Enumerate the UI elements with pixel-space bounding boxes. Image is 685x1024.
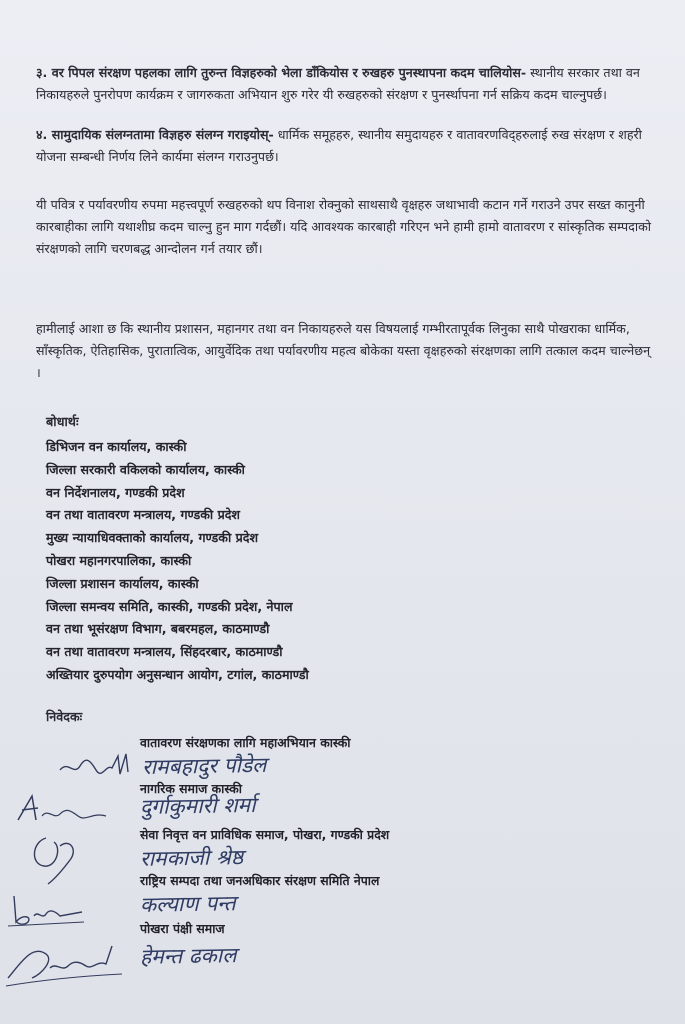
point-3-body: स्थानीय सरकार तथा वन निकायहरुले पुनरोपण कार्यक्रम र जागरुकता अभियान शुरु गरेर यी रुखहरुको संरक्षण र पुनर्स्थापना गर्न सक्रिय कदम चाल्नुपर्छ। [36, 65, 640, 102]
cc-item: वन निर्देशनालय, गण्डकी प्रदेश [46, 484, 185, 500]
cc-item: वन तथा वातावरण मन्त्रालय, गण्डकी प्रदेश [46, 507, 240, 523]
petitioner-name-signature: रामकाजी श्रेष्ठ [139, 845, 244, 871]
petitioner-name-signature: हेमन्त ढकाल [139, 943, 237, 969]
signature-scrawl-5 [2, 934, 126, 990]
cc-list [46, 436, 309, 687]
petitioner-org: पोखरा पंक्षी समाज [140, 921, 225, 936]
hope-paragraph: हामीलाई आशा छ कि स्थानीय प्रशासन, महानगर तथा वन निकायहरुले यस विषयलाई गम्भीरतापूर्वक लिनुका साथै पोखराका धार्मिक, साँस्कृतिक, ऐतिहासिक, पुरातात्विक, आयुर्वेदिक तथा पर्यावरणीय महत्व बोकेका यस्ता वृक्षहरुको संरक्षणका लागि तत्काल कदम चाल्नेछन् । [36, 321, 651, 380]
cc-item: जिल्ला सरकारी वकिलको कार्यालय, कास्की [46, 461, 245, 477]
petitioner-org: वातावरण संरक्षणका लागि महाअभियान कास्की [140, 735, 351, 750]
point-3-heading: ३. वर पिपल संरक्षण पहलका लागि तुरुन्त विज्ञहरुको भेला डाँकियोस र रुखहरु पुनस्थापना कदम चालियोस- [36, 65, 527, 80]
point-4-body: धार्मिक समूहहरु, स्थानीय समुदायहरु र वातावरणविद्हरुलाई रुख संरक्षण र शहरी योजना सम्बन्धी निर्णय लिने कार्यमा संलग्न गराउनुपर्छ। [36, 127, 642, 164]
signature-scrawl-2 [8, 790, 118, 830]
cc-item: जिल्ला समन्वय समिति, कास्की, गण्डकी प्रदेश, नेपाल [46, 598, 293, 614]
petitioner-name-signature: दुर्गाकुमारी शर्मा [139, 792, 256, 820]
cc-item: वन तथा भूसंरक्षण विभाग, बबरमहल, काठमाण्डौ [46, 621, 270, 637]
cc-item: डिभिजन वन कार्यालय, कास्की [46, 439, 187, 454]
petitioner-org: नागरिक समाज कास्की [140, 781, 242, 796]
signature-scrawl-4 [6, 886, 86, 932]
petitioners-label: निवेदकः [46, 709, 83, 724]
signature-scrawl-3 [26, 828, 96, 888]
petitioner-name-signature: कल्याण पन्त [139, 891, 236, 917]
petitioner-org: सेवा निवृत्त वन प्राविधिक समाज, पोखरा, गण्डकी प्रदेश [140, 827, 390, 842]
point-4 [36, 124, 656, 168]
petitioner-name-signature: रामबहादुर पौडेल [141, 752, 267, 780]
cc-item: पोखरा महानगरपालिका, कास्की [46, 552, 192, 568]
point-3 [36, 62, 656, 106]
cc-label: बोधार्थः [46, 415, 79, 430]
point-4-heading: ४. सामुदायिक संलग्नतामा विज्ञहरु संलग्न गराइयोस्- [36, 127, 274, 142]
cc-item: अख्तियार दुरुपयोग अनुसन्धान आयोग, टगांल, काठमाण्डौ [46, 666, 309, 682]
cc-item: जिल्ला प्रशासन कार्यालय, कास्की [46, 575, 199, 591]
cc-item: वन तथा वातावरण मन्त्रालय, सिंहदरबार, काठमाण्डौ [46, 644, 283, 660]
demand-paragraph: यी पवित्र र पर्यावरणीय रुपमा महत्त्वपूर्ण रुखहरुको थप विनाश रोक्नुको साथसाथै वृक्षहरु जथाभावी कटान गर्ने गराउने उपर सख्त कानुनी कारबाहीका लागि यथाशीघ्र कदम चाल्नु हुन माग गर्दछौं। यदि आवश्यक कारबाही गरिएन भने हामी हामो वातावरण र सांस्कृतिक सम्पदाको संरक्षणको लागि चरणबद्ध आन्दोलन गर्न तयार छौं। [36, 197, 652, 256]
cc-item: मुख्य न्यायाधिवक्ताको कार्यालय, गण्डकी प्रदेश [46, 530, 259, 546]
signature-scrawl-1 [56, 748, 136, 782]
petitioner-org: राष्ट्रिय सम्पदा तथा जनअधिकार संरक्षण समिति नेपाल [140, 873, 380, 888]
